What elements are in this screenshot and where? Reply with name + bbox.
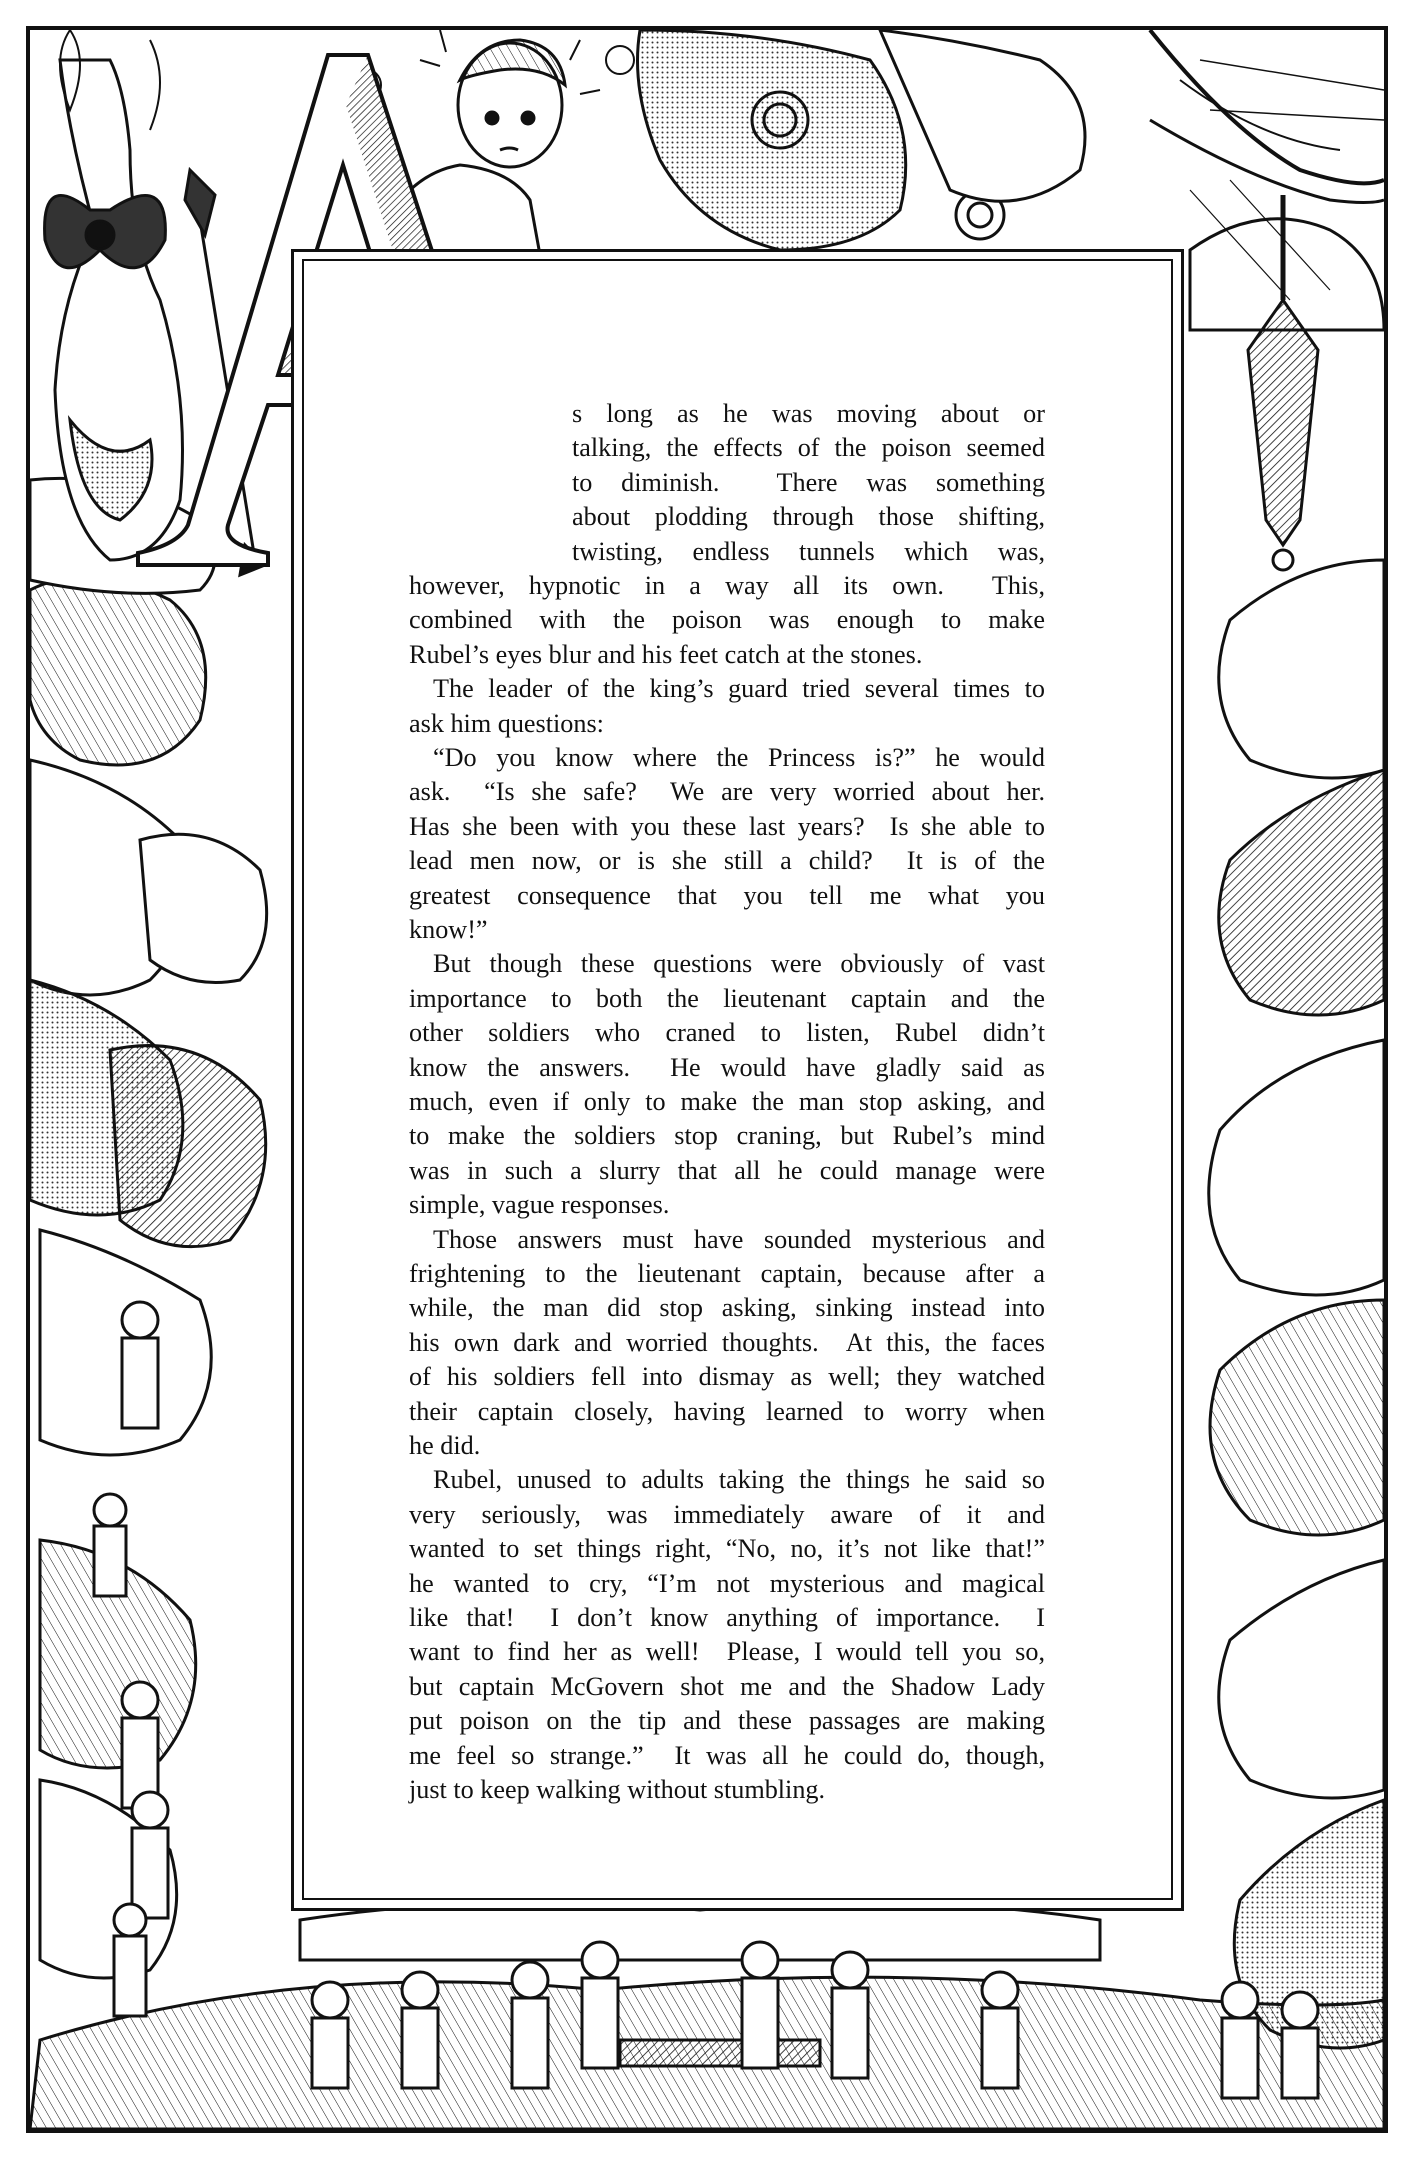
text-line: know the answers. He would have gladly said as — [409, 1052, 1045, 1082]
text-line: twisting, endless tunnels which was, — [572, 536, 1045, 566]
text-line: frightening to the lieutenant captain, because after a — [409, 1259, 1045, 1288]
text-line: like that! I don’t know anything of importance. I — [409, 1603, 1045, 1632]
text-line: Has she been with you these last years? Is she able to — [409, 811, 1045, 841]
text-line: greatest consequence that you tell me what you — [409, 880, 1045, 910]
text-line: ask. “Is she safe? We are very worried about her. — [409, 777, 1045, 807]
text-line: was in such a slurry that all he could manage were — [409, 1155, 1045, 1185]
text-line: just to keep walking without stumbling. — [409, 1775, 826, 1804]
text-line: Rubel’s eyes blur and his feet catch at the stones. — [409, 639, 923, 669]
text-line: very seriously, was immediately aware of it and — [409, 1499, 1045, 1529]
stretcher — [620, 2040, 820, 2066]
soldier-figure — [402, 1972, 438, 2088]
text-line: s long as he was moving about or — [572, 399, 1045, 428]
text-line: of his soldiers fell into dismay as well; they watched — [409, 1362, 1045, 1392]
soldier-figure — [582, 1942, 618, 2068]
text-line: combined with the poison was enough to make — [409, 605, 1045, 635]
text-line: But though these questions were obviously of vast — [433, 949, 1045, 979]
soldier-figure — [1282, 1992, 1318, 2098]
text-line: talking, the effects of the poison seemed — [572, 433, 1045, 463]
text-line: lead men now, or is she still a child? It is of the — [409, 846, 1045, 876]
text-line: The leader of the king’s guard tried several times to — [433, 674, 1045, 704]
text-line: much, even if only to make the man stop asking, and — [409, 1087, 1045, 1116]
soldier-figure — [832, 1952, 868, 2078]
soldier-figure — [312, 1982, 348, 2088]
text-line: put poison on the tip and these passages are making — [409, 1706, 1045, 1736]
text-line: other soldiers who craned to listen, Rubel didn’t — [409, 1018, 1045, 1048]
text-line: his own dark and worried thoughts. At this, the faces — [409, 1327, 1045, 1357]
text-line: want to find her as well! Please, I would tell you so, — [409, 1637, 1045, 1667]
text-line: while, the man did stop asking, sinking instead into — [409, 1293, 1045, 1323]
text-line: but captain McGovern shot me and the Shadow Lady — [409, 1671, 1045, 1701]
soldiers-scene — [30, 1902, 1384, 2129]
soldier-figure — [1222, 1982, 1258, 2098]
text-line: about plodding through those shifting, — [572, 502, 1045, 532]
text-line: to make the soldiers stop craning, but Rubel’s mind — [409, 1121, 1045, 1151]
soldier-figure — [512, 1962, 548, 2088]
text-line: to diminish. There was something — [572, 467, 1045, 497]
text-line: me feel so strange.” It was all he could do, though, — [409, 1740, 1045, 1770]
swirl-rock — [638, 30, 1086, 250]
text-line: Rubel, unused to adults taking the things he said so — [433, 1465, 1045, 1495]
text-line: ask him questions: — [409, 708, 604, 738]
text-line: he did. — [409, 1431, 481, 1460]
text-line: their captain closely, having learned to worry when — [409, 1396, 1045, 1426]
soldier-figure — [742, 1942, 778, 2068]
text-line: however, hypnotic in a way all its own. This, — [409, 571, 1045, 600]
text-line: simple, vague responses. — [409, 1190, 670, 1220]
text-line: Those answers must have sounded mysterious and — [433, 1224, 1045, 1254]
text-line: “Do you know where the Princess is?” he would — [433, 743, 1045, 772]
text-line: importance to both the lieutenant captain and the — [409, 983, 1045, 1013]
text-line: wanted to set things right, “No, no, it’s not like that!” — [409, 1534, 1045, 1564]
text-line: know!” — [409, 915, 488, 944]
soldier-figure — [982, 1972, 1018, 2088]
text-line: he wanted to cry, “I’m not mysterious and magical — [409, 1568, 1045, 1598]
